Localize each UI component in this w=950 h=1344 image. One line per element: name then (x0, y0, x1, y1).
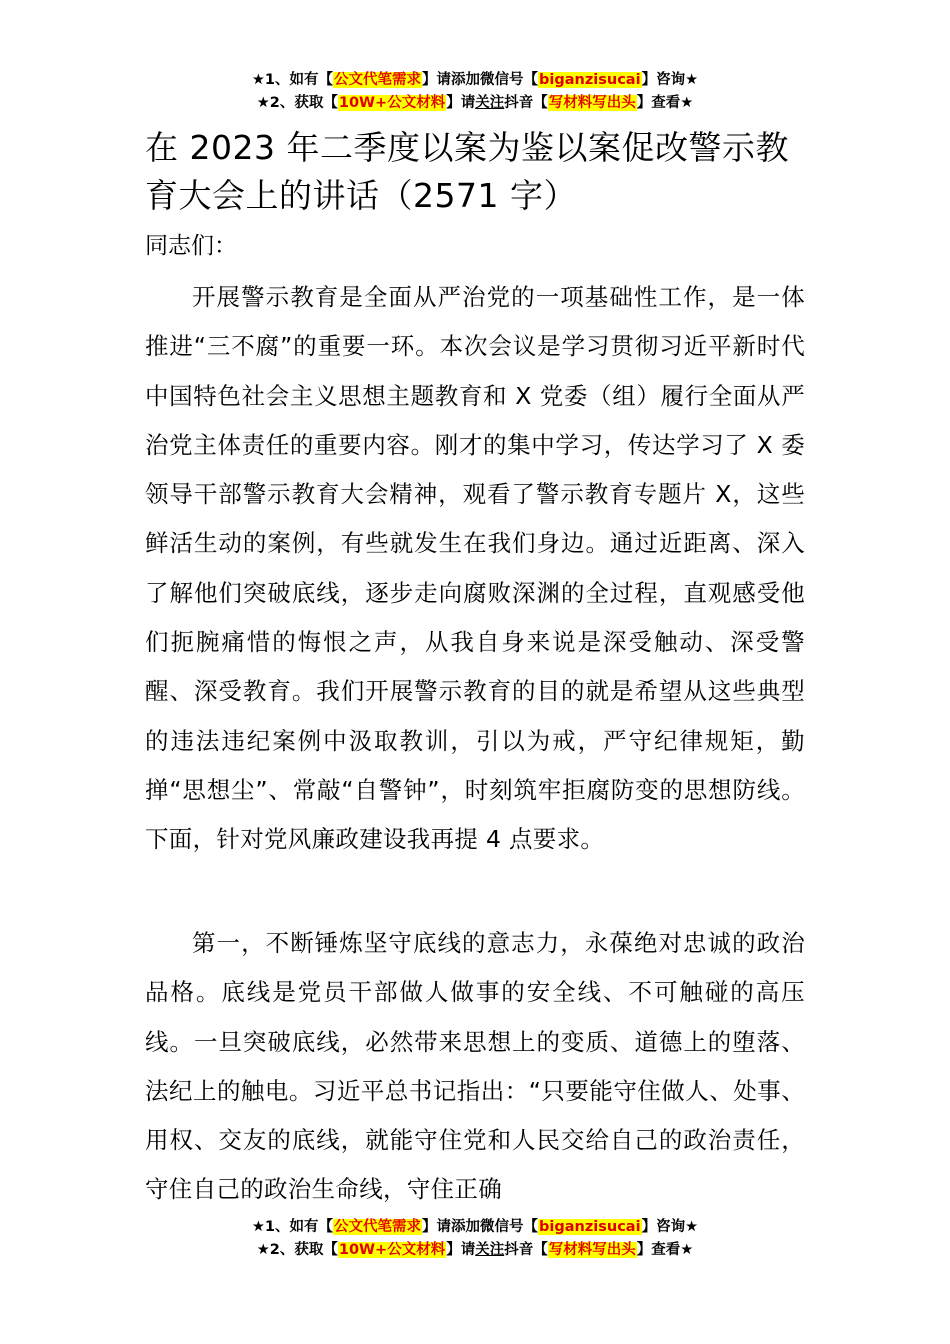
document-title: 在 2023 年二季度以案为鉴以案促改警示教育大会上的讲话（2571 字） (145, 128, 789, 215)
follow-underlined-text: 关注 (475, 95, 505, 111)
promo-text: 抖音【 (504, 1242, 548, 1258)
body-paragraph: 开展警示教育是全面从严治党的一项基础性工作，是一体推进“三不腐”的重要一环。本次会议是学习贯彻习近平新时代中国特色社会主义思想主题教育和 X 党委（组）履行全面从严治党主体责任的重要内容。刚才的集中学习，传达学习了 X 委领导干部警示教育大会精神，观看了警示教育专题片 X，这些鲜活生动的案例，有些就发生在我们身边。通过近距离、深入了解他们突破底线，逐步走向腐败深渊的全过程，直观感受他们扼腕痛惜的悔恨之声，从我自身来说是深受触动、深受警醒、深受教育。我们开展警示教育的目的就是希望从这些典型的违法违纪案例中汲取教训，引以为戒，严守纪律规矩，勤掸“思想尘”、常敲“自警钟”，时刻筑牢拒腐防变的思想防线。下面，针对党风廉政建设我再提 4 点要求。 (145, 283, 805, 854)
promo-text: 】查看★ (636, 95, 694, 111)
promo-highlight: 10W+公文材料 (338, 1242, 446, 1258)
promo-text: 】查看★ (636, 1242, 694, 1258)
promo-text: 】咨询★ (641, 1219, 699, 1235)
salutation: 同志们： (145, 233, 237, 259)
wechat-id-highlight: biganzisucai (539, 1219, 641, 1235)
promo-text: ★2、获取【 (256, 95, 338, 111)
douyin-account-highlight: 写材料写出头 (548, 95, 636, 111)
promo-highlight: 公文代笔需求 (334, 1219, 422, 1235)
promo-text: ★1、如有【 (251, 72, 334, 88)
promo-text: ★1、如有【 (251, 1219, 334, 1235)
promo-highlight: 10W+公文材料 (338, 95, 446, 111)
promo-text: ★2、获取【 (256, 1242, 338, 1258)
promo-text: 】请 (446, 95, 476, 111)
douyin-account-highlight: 写材料写出头 (548, 1242, 636, 1258)
promo-text: 抖音【 (504, 95, 548, 111)
header-promo-banner (0, 69, 950, 115)
promo-line-2 (0, 92, 950, 115)
promo-text: 】请 (446, 1242, 476, 1258)
promo-text: 】咨询★ (641, 72, 699, 88)
promo-line-1 (0, 1216, 950, 1239)
follow-underlined-text: 关注 (475, 1242, 505, 1258)
promo-text: 】请添加微信号【 (422, 1219, 539, 1235)
promo-highlight: 公文代笔需求 (334, 72, 422, 88)
wechat-id-highlight: biganzisucai (539, 72, 641, 88)
promo-text: 】请添加微信号【 (422, 72, 539, 88)
promo-line-1 (0, 69, 950, 92)
body-paragraph: 第一，不断锤炼坚守底线的意志力，永葆绝对忠诚的政治品格。底线是党员干部做人做事的安全线、不可触碰的高压线。一旦突破底线，必然带来思想上的变质、道德上的堕落、法纪上的触电。习近平总书记指出：“只要能守住做人、处事、用权、交友的底线，就能守住党和人民交给自己的政治责任，守住自己的政治生命线，守住正确 (145, 929, 805, 1204)
promo-line-2 (0, 1239, 950, 1262)
footer-promo-banner (0, 1216, 950, 1262)
